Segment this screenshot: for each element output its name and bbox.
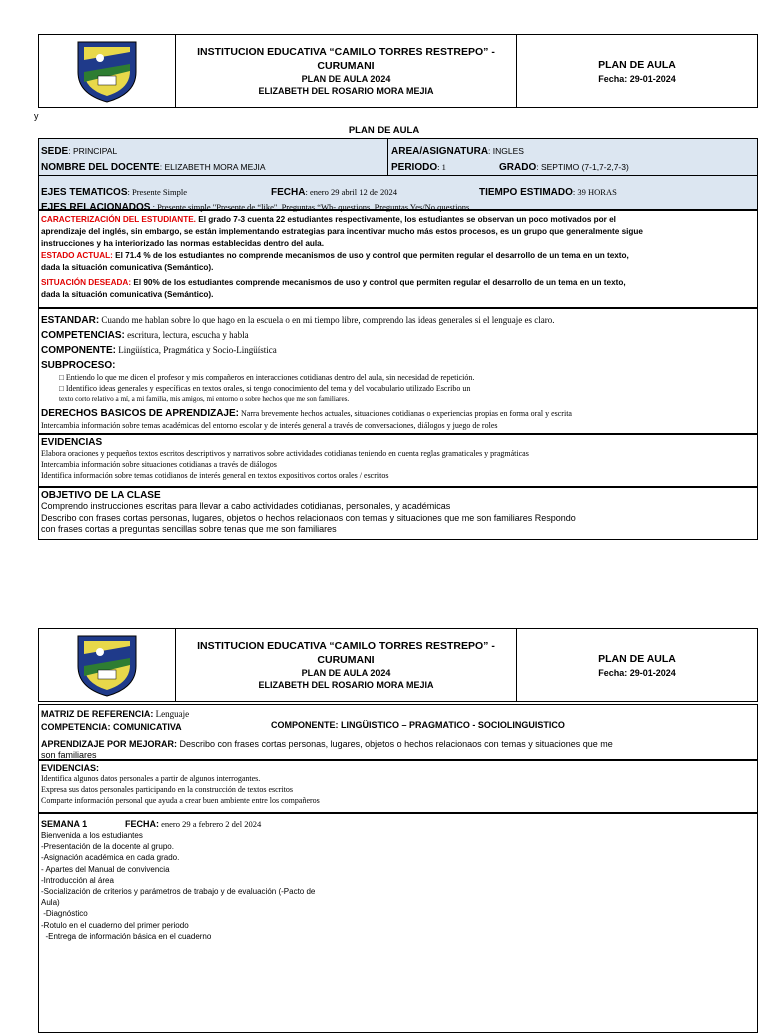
subproceso-text-3: texto corto relativo a mí, a mi familia, mis amigos, mi entorno o sobre hechos que me son familiares. [59, 395, 350, 403]
situacion-deseada-text1: El 90% de los estudiantes comprende mecanismos de uso y control que permiten regular el desarrollo de un tema en un texto, [131, 278, 626, 287]
semana-activity-item: -Introducción al área [41, 875, 114, 885]
info-hline [39, 175, 757, 176]
semana-activity-item: - Apartes del Manual de convivencia [41, 864, 170, 874]
periodo-value: : 1 [437, 162, 446, 172]
objetivo-line-3: con frases cortas a preguntas sencillas sobre tenas que me son familiares [41, 524, 337, 534]
teacher-name: ELIZABETH DEL ROSARIO MORA MEJIA [258, 86, 434, 96]
matriz-label: MATRIZ DE REFERENCIA: [41, 709, 154, 719]
evidencia-item-3: Identifica información sobre temas cotidianos de interés general en textos expositivos cortos orales / escritos [41, 471, 389, 480]
doc-title-block [517, 35, 757, 107]
sede-label: SEDE [41, 146, 69, 157]
componente-value: Lingüística, Pragmática y Socio-Lingüística [116, 345, 277, 355]
institution-block [176, 629, 517, 701]
situacion-deseada-line1 [41, 277, 755, 289]
evidencia2-item-2: Expresa sus datos personales participando en la construcción de textos escritos [41, 785, 293, 794]
competencias-row [41, 327, 755, 342]
estado-actual-text2: dada la situación comunicativa (Semántico). [41, 263, 214, 272]
semana-activity-item: Aula) [41, 898, 60, 908]
caracterizacion-text2: aprendizaje del inglés, sin embargo, se están implementando estrategias para incentivar mucho más estos procesos, es un grupo que generalmente sigue [41, 227, 643, 236]
evidencia-item-1: Elabora oraciones y pequeños textos escritos descriptivos y narrativos sobre actividades cotidianas teniendo en cuenta reglas gramaticales y pragmáticas [41, 449, 529, 458]
info-block [38, 138, 758, 213]
area-label: AREA/ASIGNATURA [391, 146, 489, 157]
situacion-deseada-label: SITUACIÓN DESEADA: [41, 278, 132, 287]
document-header [38, 34, 758, 108]
fecha-label: FECHA [271, 187, 306, 198]
institution-name-line2: CURUMANI [317, 60, 375, 72]
caracterizacion-line1 [41, 214, 755, 226]
periodo-label: PERIODO [391, 162, 438, 173]
estado-actual-line1 [41, 250, 755, 262]
ejes-value: : Presente Simple [127, 187, 187, 197]
matriz-value: Lenguaje [153, 709, 190, 719]
school-crest-logo [70, 38, 144, 104]
caracterizacion-text3: instrucciones y ha interiorizado las normas establecidas dentro del aula. [41, 239, 325, 248]
evidencia2-item-1: Identifica algunos datos personales a partir de algunos interrogantes. [41, 774, 261, 783]
competencias-label: COMPETENCIAS: [41, 330, 125, 341]
fecha-value: : enero 29 abril 12 de 2024 [305, 187, 398, 197]
objetivo-label: OBJETIVO DE LA CLASE [41, 490, 161, 501]
teacher-name: ELIZABETH DEL ROSARIO MORA MEJIA [258, 680, 434, 690]
objetivo-line-2: Describo con frases cortas personas, lugares, objetos o hechos relacionaos con temas y situaciones que me son familiares Respondo [41, 512, 576, 523]
institution-name-line2: CURUMANI [317, 654, 375, 666]
componente-label: COMPONENTE: [41, 345, 116, 356]
matriz-block [38, 704, 758, 760]
subproceso-text-1: Entiendo lo que me dicen el profesor y mis compañeros en interacciones cotidianas dentro del aula, sin necesidad de repetición. [63, 373, 475, 382]
dba-label: DERECHOS BASICOS DE APRENDIZAJE: [41, 408, 239, 419]
aprendizaje-label: APRENDIZAJE POR MEJORAR: [41, 739, 178, 749]
tiempo-label: TIEMPO ESTIMADO [479, 187, 573, 198]
situacion-deseada-text2: dada la situación comunicativa (Semántico). [41, 290, 214, 299]
semana-activity-item: -Entrega de información básica en el cuaderno [41, 931, 212, 941]
semana-activity-item: -Asignación académica en cada grado. [41, 853, 180, 863]
grado-label: GRADO [499, 162, 537, 173]
caracterizacion-block [38, 210, 758, 308]
estado-actual-text1: El 71.4 % de los estudiantes no comprende mecanismos de uso y control que permiten regular el desarrollo de un tema en un texto, [112, 251, 629, 260]
semana-activity-item: -Presentación de la docente al grupo. [41, 842, 174, 852]
page-title: PLAN DE AULA [348, 125, 420, 136]
evidencia2-item-3: Comparte información personal que ayuda a crear buen ambiente entre los compañeros [41, 796, 320, 805]
competencia-label: COMPETENCIA: COMUNICATIVA [41, 722, 182, 732]
docente-value: : ELIZABETH MORA MEJIA [159, 162, 266, 172]
evidencias-block [38, 434, 758, 487]
matriz-row [41, 707, 755, 720]
estandar-label: ESTANDAR: [41, 315, 100, 326]
tiempo-value: : 39 HORAS [572, 187, 617, 197]
subproceso-label: SUBPROCESO: [41, 360, 116, 371]
subproceso-row [41, 357, 755, 372]
estandar-block [38, 308, 758, 434]
componente-row [41, 342, 755, 357]
ejes-rel-label: EJES RELACIONADOS [41, 202, 151, 213]
sede-value: : PRINCIPAL [68, 146, 118, 156]
docente-label: NOMBRE DEL DOCENTE [41, 162, 160, 173]
checkbox-icon: □ [59, 384, 64, 393]
evidencias2-label: EVIDENCIAS: [41, 763, 100, 773]
caracterizacion-text1: El grado 7-3 cuenta 22 estudiantes respectivamente, los estudiantes se observan un poco motivados por el [195, 215, 616, 224]
doc-title: PLAN DE AULA [598, 652, 676, 665]
plan-year: PLAN DE AULA 2024 [301, 74, 391, 84]
estandar-value: Cuando me hablan sobre lo que hago en la escuela o en mi tiempo libre, comprendo las ideas generales si el lenguaje es claro. [99, 315, 555, 325]
subproceso-text-2: Identifico ideas generales y específicas en textos orales, si tengo conocimiento del tema y del vocabulario utilizado Escribo un [63, 384, 471, 393]
componente-label-2: COMPONENTE: LINGÜISTICO – PRAGMATICO - SOCIOLINGUISTICO [271, 720, 565, 730]
semana-label: SEMANA 1 [41, 819, 88, 829]
ejes-rel-value: : Presente simple "Presente de “like", Preguntas “Wh- questions, Preguntas Yes/No questions [150, 202, 470, 212]
semana-row [41, 817, 755, 830]
institution-name-line1: INSTITUCION EDUCATIVA “CAMILO TORRES RESTREPO” - [197, 640, 495, 652]
school-crest-logo [70, 632, 144, 698]
school-logo-cell [39, 629, 176, 701]
institution-name-line1: INSTITUCION EDUCATIVA “CAMILO TORRES RESTREPO” - [197, 46, 495, 58]
semana-activity-item: -Diagnóstico [41, 909, 88, 919]
doc-date: Fecha: 29-01-2024 [598, 667, 676, 678]
dba-line2: Intercambia información sobre temas académicas del entorno escolar y de interés general a través de conversaciones, diálogos y juego de roles [41, 421, 498, 430]
semana-fecha-value: enero 29 a febrero 2 del 2024 [159, 819, 262, 829]
semana-block [38, 813, 758, 1033]
dba-row [41, 405, 755, 420]
document-header-page2 [38, 628, 758, 702]
school-logo-cell [39, 35, 176, 107]
semana-activity-item: -Rotulo en el cuaderno del primer periodo [41, 920, 189, 930]
institution-block [176, 35, 517, 107]
ejes-label: EJES TEMATICOS [41, 187, 128, 198]
evidencias2-block [38, 760, 758, 813]
objetivo-line-1: Comprendo instrucciones escritas para llevar a cabo actividades cotidianas, personales, y académicas [41, 501, 451, 511]
objetivo-block [38, 487, 758, 540]
semana-activity-list [41, 830, 755, 942]
evidencias-label: EVIDENCIAS [41, 437, 103, 448]
area-value: : INGLES [488, 146, 524, 156]
plan-year: PLAN DE AULA 2024 [301, 668, 391, 678]
competencias-value: escritura, lectura, escucha y habla [124, 330, 249, 340]
subproceso-item-1 [41, 372, 755, 383]
grado-value: : SEPTIMO (7-1,7-2,7-3) [536, 162, 629, 172]
aprendizaje-row [41, 737, 755, 750]
aprendizaje-line2: son familiares [41, 750, 97, 760]
stray-char: y [34, 111, 39, 121]
estado-actual-label: ESTADO ACTUAL: [41, 251, 113, 260]
doc-title-block [517, 629, 757, 701]
doc-title: PLAN DE AULA [598, 58, 676, 71]
grado-row [499, 157, 755, 175]
semana-activity-item: Bienvenida a los estudiantes [41, 831, 143, 840]
subproceso-item-2 [41, 383, 755, 394]
evidencia-item-2: Intercambia información sobre situaciones cotidianas a través de diálogos [41, 460, 277, 469]
dba-value: Narra brevemente hechos actuales, situaciones cotidianas o experiencias propias en forma oral y escrita [239, 409, 572, 418]
semana-activity-item: -Socialización de criterios y parámetros de trabajo y de evaluación (-Pacto de [41, 887, 316, 897]
caracterizacion-label: CARACTERIZACIÓN DEL ESTUDIANTE. [41, 215, 196, 224]
estandar-row [41, 312, 755, 327]
doc-date: Fecha: 29-01-2024 [598, 73, 676, 84]
checkbox-icon: □ [59, 373, 64, 382]
semana-fecha-label: FECHA: [125, 819, 159, 829]
aprendizaje-value: Describo con frases cortas personas, lugares, objetos o hechos relacionaos con temas y situaciones que me [177, 739, 613, 749]
competencia-row [41, 720, 755, 733]
